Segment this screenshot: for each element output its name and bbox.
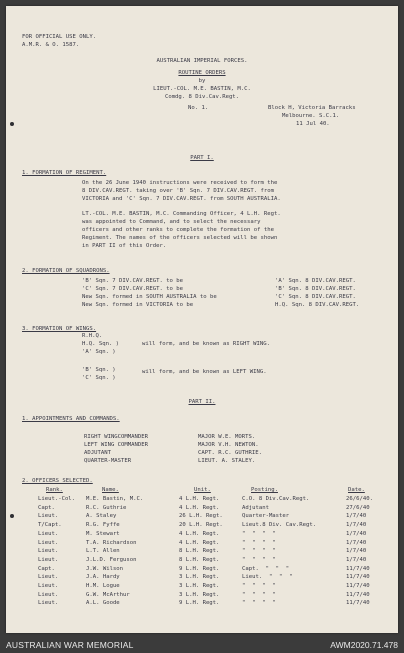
section-heading: 2. OFFICERS SELECTED. <box>22 478 93 484</box>
officer-date: 1/7/40 <box>346 513 367 520</box>
address-line-2: Melbourne. S.C.1. <box>282 113 340 119</box>
officer-name: R.G. Fyffe <box>86 522 120 529</box>
officer-rank: Lieut. <box>38 591 59 598</box>
officer-unit: 26 L.H. Regt. <box>179 513 223 520</box>
column-header: Unit. <box>194 487 211 493</box>
officer-name: A. Staley <box>86 513 117 520</box>
officer-date: 1/7/40 <box>346 548 367 555</box>
paragraph-line: 8 DIV.CAV.REGT. taking over 'B' Sqn. 7 DIV.CAV.REGT. from <box>82 188 274 194</box>
appointment-name: CAPT. R.C. GUTHRIE. <box>198 450 262 456</box>
document-title: ROUTINE ORDERS <box>178 70 226 76</box>
section-heading: 1. APPOINTMENTS AND COMMANDS. <box>22 416 120 422</box>
officer-unit: 3 L.H. Regt. <box>179 583 220 589</box>
section-heading: 1. FORMATION OF REGIMENT. <box>22 170 107 176</box>
officer-unit: 4 L.H. Regt. <box>179 539 220 546</box>
officer-posting: Quarter-Master <box>242 513 290 520</box>
officer-rank: Lieut. <box>38 539 59 546</box>
column-header: Posting. <box>251 487 278 493</box>
officer-unit: 9 L.H. Regt. <box>179 600 220 607</box>
appointment-role: QUARTER-MASTER <box>84 458 132 464</box>
squadron-from: New Sqn. formed in VICTORIA to be <box>82 302 194 308</box>
officer-name: J.L.D. Ferguson <box>86 556 137 563</box>
appointment-name: MAJOR V.H. NEWTON. <box>198 442 259 448</box>
squadron-to: H.Q. Sqn. 8 DIV.CAV.REGT. <box>275 302 360 308</box>
punch-hole <box>10 514 14 518</box>
officer-posting: Capt. " " " <box>242 565 290 572</box>
wing-unit: H.Q. Sqn. ) <box>82 341 120 347</box>
paragraph-line: LT.-COL. M.E. BASTIN, M.C. Commanding Officer, 4 L.H. Regt. <box>82 211 281 217</box>
officer-posting: " " " " <box>242 530 276 537</box>
section-heading: 2. FORMATION OF SQUADRONS. <box>22 268 110 274</box>
appointment-role: LEFT WING COMMANDER <box>84 442 148 448</box>
appointment-role: ADJUTANT <box>84 450 111 456</box>
officer-name: T.A. Richardson <box>86 539 137 546</box>
officer-rank: Lieut. <box>38 530 59 537</box>
officer-rank: Capt. <box>38 565 55 572</box>
officer-date: 1/7/40 <box>346 556 367 563</box>
officer-unit: 9 L.H. Regt. <box>179 565 220 572</box>
by-line: by <box>198 78 206 84</box>
officer-posting: " " " " <box>242 548 276 555</box>
officer-date: 1/7/40 <box>346 539 367 546</box>
officer-unit: 20 L.H. Regt. <box>179 522 223 529</box>
officer-posting: Lieut.8 Div. Cav.Regt. <box>242 522 317 529</box>
order-number: No. 1. <box>188 105 209 111</box>
officer-name: J.W. Wilson <box>86 565 124 572</box>
paragraph-line: officers and other ranks to complete the formation of the <box>82 227 274 233</box>
part-one-heading: PART I. <box>190 155 214 161</box>
right-wing-text: will form, and be known as RIGHT WING. <box>142 341 270 347</box>
force-title: AUSTRALIAN IMPERIAL FORCES. <box>156 58 248 64</box>
column-header: Name. <box>102 487 119 493</box>
officer-rank: Lieut. <box>38 548 59 555</box>
officer-name: H.M. Logue <box>86 583 120 589</box>
officer-date: 11/7/40 <box>346 583 370 589</box>
appointment-name: MAJOR W.E. MORTS. <box>198 434 256 440</box>
squadron-from: 'B' Sqn. 7 DIV.CAV.REGT. to be <box>82 278 184 284</box>
officer-name: M. Stewart <box>86 530 120 537</box>
officer-name: J.A. Hardy <box>86 574 120 581</box>
officer-posting: " " " " <box>242 556 276 563</box>
squadron-to: 'C' Sqn. 8 DIV.CAV.REGT. <box>275 294 356 300</box>
paragraph-line: VICTORIA and 'C' Sqn. 7 DIV.CAV.REGT. from SOUTH AUSTRALIA. <box>82 196 281 202</box>
officer-name: R.C. Guthrie <box>86 504 127 511</box>
paragraph-line: was appointed to Command, and to select the necessary <box>82 219 261 225</box>
officer-name: M.E. Bastin, M.C. <box>86 496 144 502</box>
squadron-from: 'C' Sqn. 7 DIV.CAV.REGT. to be <box>82 286 184 292</box>
footer-bar <box>0 637 404 653</box>
officer-date: 11/7/40 <box>346 600 370 607</box>
command-line: Comdg. 8 Div.Cav.Regt. <box>164 94 240 100</box>
officer-posting: Lieut. " " " <box>242 574 293 581</box>
officer-unit: 3 L.H. Regt. <box>179 574 220 581</box>
wing-unit: 'A' Sqn. ) <box>82 349 116 355</box>
officer-date: 26/6/40. <box>346 496 373 502</box>
officer-posting: " " " " <box>242 539 276 546</box>
officer-rank: Lieut. <box>38 556 59 563</box>
officer-rank: Capt. <box>38 504 55 511</box>
officer-rank: Lieut. <box>38 583 59 589</box>
officer-unit: 4 L.H. Regt. <box>179 530 220 537</box>
officer-rank: Lieut.-Col. <box>38 496 76 502</box>
officer-name: G.W. McArthur <box>86 591 130 598</box>
officer-unit: 4 L.H. Regt. <box>179 496 220 502</box>
appointment-name: LIEUT. A. STALEY. <box>198 458 256 464</box>
wing-unit: 'B' Sqn. ) <box>82 367 116 373</box>
officer-rank: Lieut. <box>38 600 59 607</box>
officer-rank: Lieut. <box>38 574 59 581</box>
officer-posting: C.O. 8 Div.Cav.Regt. <box>242 496 310 502</box>
form-reference: A.M.R. & O. 1587. <box>22 42 80 48</box>
official-use-line: FOR OFFICIAL USE ONLY. <box>22 34 97 40</box>
order-date: 11 Jul 40. <box>296 121 330 127</box>
officer-name: A.L. Goode <box>86 600 120 607</box>
officer-rank: T/Capt. <box>38 522 62 529</box>
document-page <box>6 6 398 633</box>
paragraph-line: On the 26 June 1940 instructions were received to form the <box>82 180 278 186</box>
paragraph-line: in PART II of this Order. <box>82 243 167 249</box>
officer-posting: " " " " <box>242 591 276 598</box>
officer-date: 11/7/40 <box>346 574 370 581</box>
section-heading: 3. FORMATION OF WINGS. <box>22 326 97 332</box>
wing-unit: R.H.Q. <box>82 333 103 339</box>
appointment-role: RIGHT WINGCOMMANDER <box>84 434 148 440</box>
officer-unit: 8 L.H. Regt. <box>179 548 220 555</box>
officer-unit: 8 L.H. Regt. <box>179 556 220 563</box>
officer-rank: Lieut. <box>38 513 59 520</box>
paragraph-line: Regiment. The names of the officers selected will be shown <box>82 235 278 241</box>
officer-date: 1/7/40 <box>346 530 367 537</box>
squadron-to: 'A' Sqn. 8 DIV.CAV.REGT. <box>275 278 356 284</box>
officer-date: 1/7/40 <box>346 522 367 529</box>
column-header: Rank. <box>46 487 63 493</box>
officer-unit: 4 L.H. Regt. <box>179 504 220 511</box>
wing-unit: 'C' Sqn. ) <box>82 375 116 381</box>
officer-posting: Adjutant <box>242 504 269 511</box>
officer-name: L.T. Allen <box>86 548 120 555</box>
squadron-to: 'B' Sqn. 8 DIV.CAV.REGT. <box>275 286 356 292</box>
officer-date: 27/6/40 <box>346 504 370 511</box>
part-two-heading: PART II. <box>188 399 216 405</box>
archive-name: AUSTRALIAN WAR MEMORIAL <box>6 640 134 650</box>
officer-unit: 3 L.H. Regt. <box>179 591 220 598</box>
commanding-officer: LIEUT.-COL. M.E. BASTIN, M.C. <box>153 86 251 92</box>
column-header: Date. <box>348 487 365 493</box>
officer-posting: " " " " <box>242 583 276 589</box>
address-line-1: Block H, Victoria Barracks <box>268 105 356 111</box>
officer-posting: " " " " <box>242 600 276 607</box>
archive-reference: AWM2020.71.478 <box>330 640 398 650</box>
left-wing-text: will form, and be known as LEFT WING. <box>142 369 267 375</box>
squadron-from: New Sqn. formed in SOUTH AUSTRALIA to be <box>82 294 217 300</box>
punch-hole <box>10 122 14 126</box>
officer-date: 11/7/40 <box>346 591 370 598</box>
officer-date: 11/7/40 <box>346 565 370 572</box>
